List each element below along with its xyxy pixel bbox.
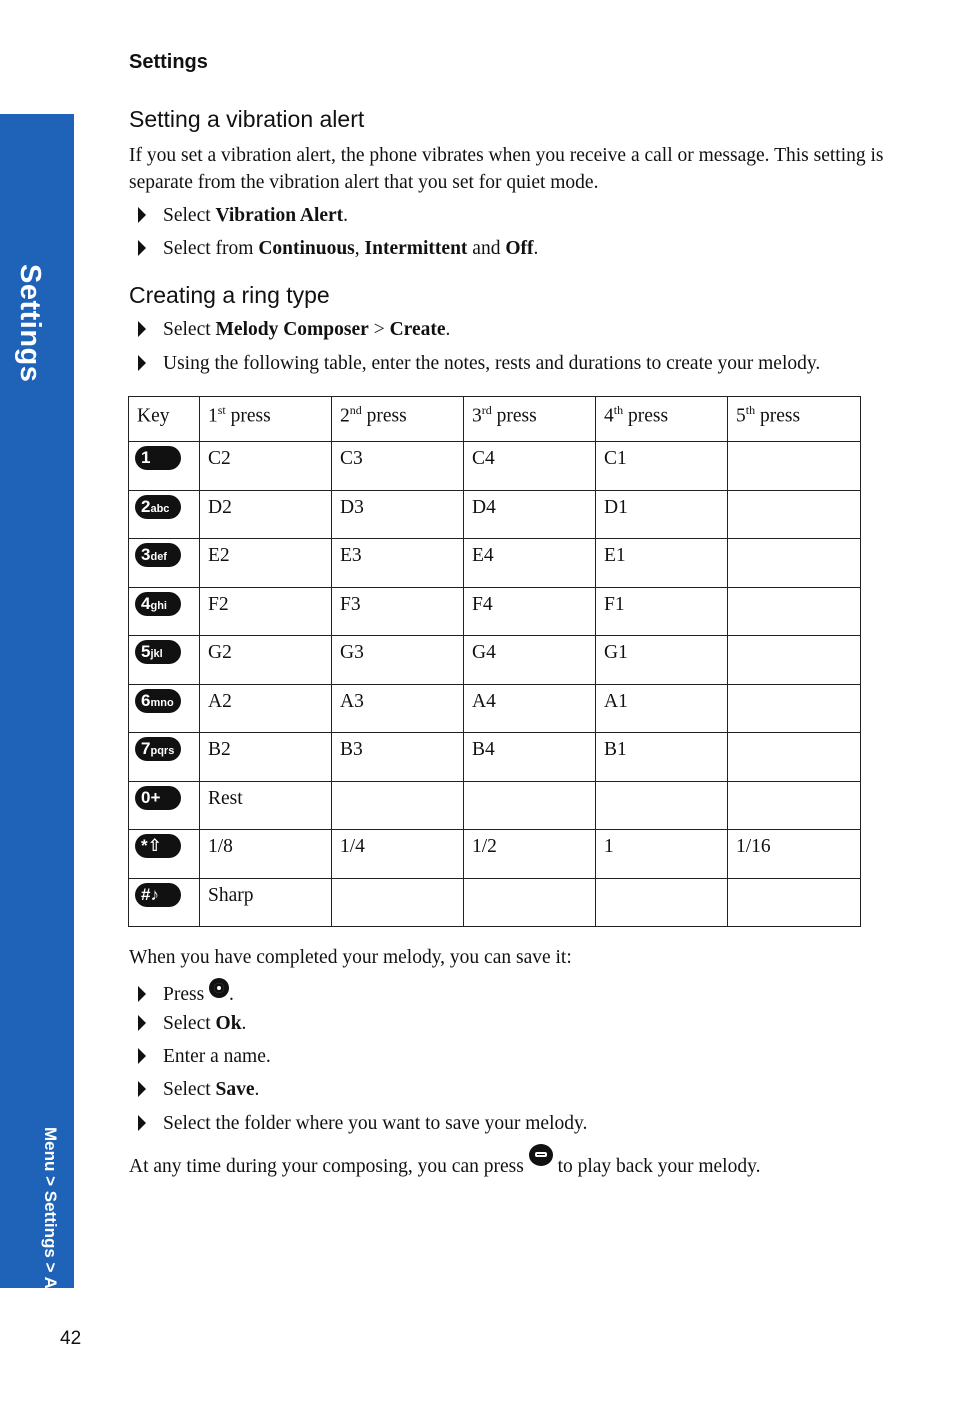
key-2abc-icon: 2abc [135, 495, 181, 519]
bullet-arrow-icon [138, 355, 146, 371]
sidebar-band [0, 114, 74, 1325]
table-cell [332, 781, 464, 830]
table-cell: 1/4 [332, 830, 464, 879]
soft-key-icon [529, 1144, 553, 1166]
table-cell: F1 [596, 587, 728, 636]
table-cell [728, 636, 861, 685]
table-cell [728, 684, 861, 733]
table-cell: 1/2 [464, 830, 596, 879]
select-key-icon [209, 978, 229, 998]
table-cell [728, 733, 861, 782]
bullet-select-ok: Select Ok. [138, 1012, 246, 1036]
table-header-cell: 2nd press [332, 397, 464, 442]
table-cell [728, 781, 861, 830]
table-cell: D4 [464, 490, 596, 539]
key-cell [129, 733, 200, 782]
table-cell: G4 [464, 636, 596, 685]
bullet-enter-name: Enter a name. [138, 1045, 271, 1069]
table-cell: C4 [464, 442, 596, 491]
table-cell: F2 [200, 587, 332, 636]
table-cell: D2 [200, 490, 332, 539]
table-cell: A3 [332, 684, 464, 733]
table-row [129, 684, 861, 733]
table-cell [596, 781, 728, 830]
key-5jkl-icon: 5jkl [135, 640, 181, 664]
key-7pqrs-icon: 7pqrs [135, 737, 181, 761]
table-row [129, 781, 861, 830]
table-cell [596, 878, 728, 927]
bullet-arrow-icon [138, 1048, 146, 1064]
key-cell [129, 490, 200, 539]
key-1-icon: 1 [135, 446, 181, 470]
table-cell [464, 781, 596, 830]
table-header-row [129, 397, 861, 442]
section-header: Settings [129, 51, 208, 73]
bullet-arrow-icon [138, 321, 146, 337]
key-hash-note-icon: #♪ [135, 883, 181, 907]
key-cell [129, 878, 200, 927]
table-header-cell: 1st press [200, 397, 332, 442]
key-cell [129, 781, 200, 830]
heading-vibration-alert: Setting a vibration alert [129, 106, 365, 132]
table-header-cell: 3rd press [464, 397, 596, 442]
table-cell: E4 [464, 539, 596, 588]
table-cell: D3 [332, 490, 464, 539]
key-4ghi-icon: 4ghi [135, 592, 181, 616]
table-cell: A4 [464, 684, 596, 733]
bullet-use-table: Using the following table, enter the notes, rests and durations to create your melody. [138, 352, 820, 376]
table-cell: B1 [596, 733, 728, 782]
table-cell: A1 [596, 684, 728, 733]
key-cell [129, 587, 200, 636]
key-3def-icon: 3def [135, 543, 181, 567]
bullet-arrow-icon [138, 207, 146, 223]
page-number: 42 [60, 1328, 82, 1349]
table-cell: G2 [200, 636, 332, 685]
bullet-select-composer: Select Melody Composer > Create. [138, 318, 450, 342]
table-cell: C2 [200, 442, 332, 491]
table-cell [728, 587, 861, 636]
table-row [129, 442, 861, 491]
key-cell [129, 636, 200, 685]
key-cell [129, 830, 200, 879]
table-cell: 1/8 [200, 830, 332, 879]
save-intro: When you have completed your melody, you can save it: [129, 947, 572, 968]
key-6mno-icon: 6mno [135, 689, 181, 713]
table-header-cell: 5th press [728, 397, 861, 442]
table-header-cell: Key [129, 397, 200, 442]
table-cell [728, 878, 861, 927]
table-row [129, 490, 861, 539]
table-row [129, 587, 861, 636]
table-cell [464, 878, 596, 927]
table-cell: G1 [596, 636, 728, 685]
table-cell: Rest [200, 781, 332, 830]
key-star-shift-icon: *⇧ [135, 834, 181, 858]
table-cell: E1 [596, 539, 728, 588]
table-cell: F3 [332, 587, 464, 636]
table-cell: C1 [596, 442, 728, 491]
table-row [129, 830, 861, 879]
table-cell: E3 [332, 539, 464, 588]
table-cell: B3 [332, 733, 464, 782]
table-cell [728, 539, 861, 588]
key-cell [129, 684, 200, 733]
table-cell: 1 [596, 830, 728, 879]
bullet-select-vibration: Select Vibration Alert. [138, 204, 348, 228]
table-row [129, 636, 861, 685]
playback-note: At any time during your composing, you can press to play back your melody. [129, 1144, 889, 1180]
table-row [129, 733, 861, 782]
sidebar-breadcrumb: Menu > Settings > Alerts [41, 1127, 60, 1325]
bullet-select-mode: Select from Continuous, Intermittent and Off. [138, 237, 538, 261]
bullet-arrow-icon [138, 1115, 146, 1131]
table-cell: C3 [332, 442, 464, 491]
table-row [129, 539, 861, 588]
table-cell: B2 [200, 733, 332, 782]
bullet-select-save: Select Save. [138, 1078, 259, 1102]
bullet-arrow-icon [138, 240, 146, 256]
key-cell [129, 539, 200, 588]
table-cell: E2 [200, 539, 332, 588]
key-0-plus-icon: 0+ [135, 786, 181, 810]
bullet-select-folder: Select the folder where you want to save your melody. [138, 1112, 587, 1136]
bullet-press-select: Press . [138, 978, 234, 1007]
table-cell: F4 [464, 587, 596, 636]
heading-ring-type: Creating a ring type [129, 282, 330, 308]
table-cell [728, 442, 861, 491]
table-header-cell: 4th press [596, 397, 728, 442]
table-cell: 1/16 [728, 830, 861, 879]
table-cell: A2 [200, 684, 332, 733]
table-cell [728, 490, 861, 539]
vibration-intro: If you set a vibration alert, the phone vibrates when you receive a call or message. This setting is separate from the vibration alert that you set for quiet mode. [129, 145, 884, 193]
bullet-arrow-icon [138, 986, 146, 1002]
sidebar-title: Settings [14, 264, 46, 383]
table-row [129, 878, 861, 927]
table-cell: D1 [596, 490, 728, 539]
table-cell [332, 878, 464, 927]
bullet-arrow-icon [138, 1081, 146, 1097]
key-cell [129, 442, 200, 491]
table-cell: Sharp [200, 878, 332, 927]
key-mapping-table [128, 396, 861, 927]
table-cell: G3 [332, 636, 464, 685]
table-cell: B4 [464, 733, 596, 782]
bullet-arrow-icon [138, 1015, 146, 1031]
